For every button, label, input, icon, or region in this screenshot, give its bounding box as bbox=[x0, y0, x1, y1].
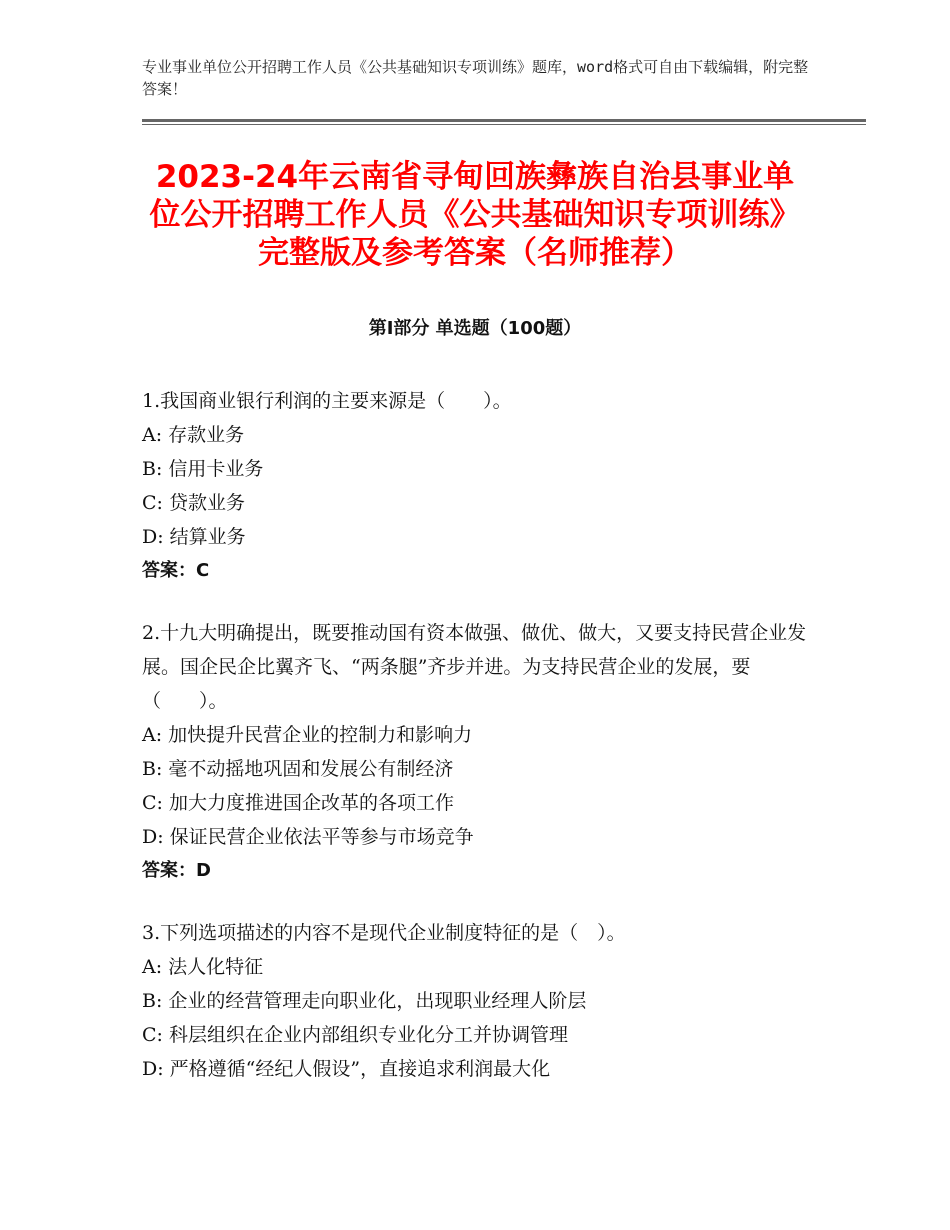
option-a: A: 加快提升民营企业的控制力和影响力 bbox=[142, 724, 473, 746]
option-c: C: 加大力度推进国企改革的各项工作 bbox=[142, 792, 454, 814]
option-c: C: 贷款业务 bbox=[142, 492, 245, 514]
option-b: B: 信用卡业务 bbox=[142, 458, 264, 480]
option-d: D: 保证民营企业依法平等参与市场竞争 bbox=[142, 826, 474, 848]
question-list bbox=[142, 384, 808, 1114]
header-note: 专业事业单位公开招聘工作人员《公共基础知识专项训练》题库，word格式可自由下载编辑，附完整答案！ bbox=[142, 58, 809, 98]
option-d: D: 结算业务 bbox=[142, 526, 246, 548]
page-title: 2023-24年云南省寻甸回族彝族自治县事业单位公开招聘工作人员《公共基础知识专项训练》完整版及参考答案（名师推荐） bbox=[149, 159, 801, 271]
header-rule-thin bbox=[142, 124, 866, 125]
answer-line: 答案：D bbox=[142, 860, 211, 881]
option-b: B: 毫不动摇地巩固和发展公有制经济 bbox=[142, 758, 454, 780]
option-a: A: 法人化特征 bbox=[142, 956, 264, 978]
question-stem: 2.十九大明确提出，既要推动国有资本做强、做优、做大，又要支持民营企业发展。国企民企比翼齐飞、“两条腿”齐步并进。为支持民营企业的发展，要（ ）。 bbox=[142, 622, 807, 712]
option-b: B: 企业的经营管理走向职业化，出现职业经理人阶层 bbox=[142, 990, 587, 1012]
question-1 bbox=[142, 384, 808, 588]
option-c: C: 科层组织在企业内部组织专业化分工并协调管理 bbox=[142, 1024, 568, 1046]
answer-line: 答案：C bbox=[142, 560, 210, 581]
header-rule bbox=[142, 119, 866, 122]
question-stem: 3.下列选项描述的内容不是现代企业制度特征的是（ ）。 bbox=[142, 922, 626, 944]
question-2 bbox=[142, 616, 808, 888]
section-heading: 第Ⅰ部分 单选题（100题） bbox=[368, 318, 582, 339]
option-d: D: 严格遵循“经纪人假设”，直接追求利润最大化 bbox=[142, 1058, 551, 1080]
question-stem: 1.我国商业银行利润的主要来源是（ ）。 bbox=[142, 390, 512, 412]
question-3 bbox=[142, 916, 808, 1086]
option-a: A: 存款业务 bbox=[142, 424, 245, 446]
